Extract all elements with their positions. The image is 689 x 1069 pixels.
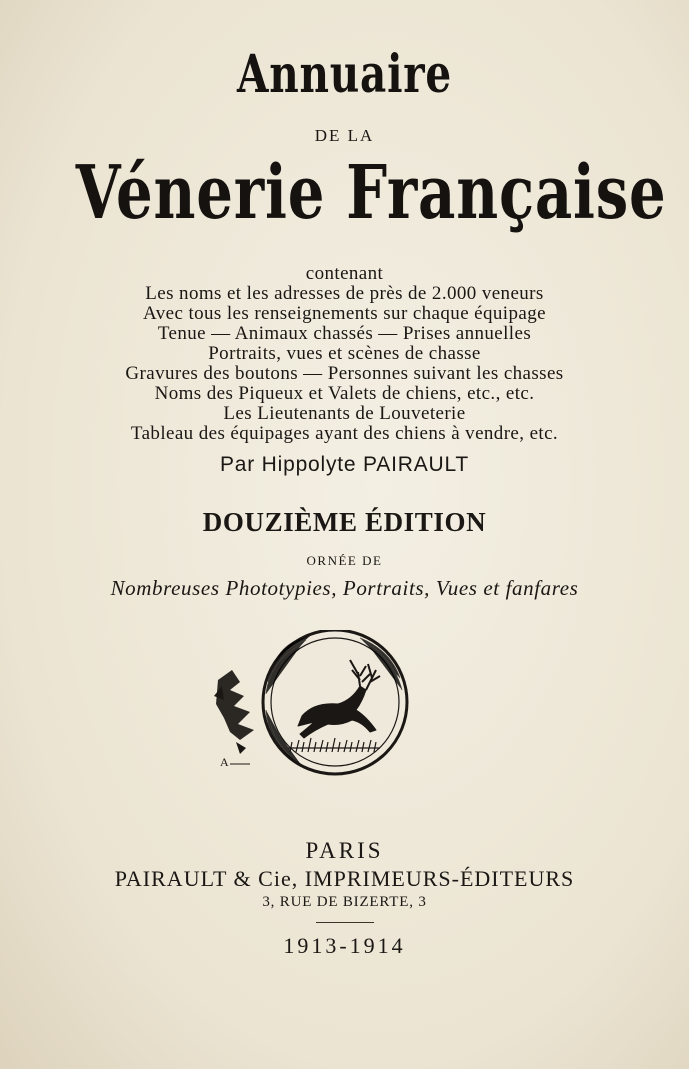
- description-line: Portraits, vues et scènes de chasse: [208, 343, 481, 364]
- imprint-address: 3, RUE DE BIZERTE, 3: [262, 894, 427, 910]
- description-line: Noms des Piqueux et Valets de chiens, etc., etc.: [154, 383, 535, 404]
- imprint-city: PARIS: [305, 838, 384, 863]
- imprint-publisher: PAIRAULT & Cie, IMPRIMEURS-ÉDITEURS: [114, 866, 575, 891]
- description-line: Avec tous les renseignements sur chaque équipage: [143, 303, 546, 324]
- title-venerie-francaise: Vénerie Française: [75, 150, 667, 236]
- author-line: Par Hippolyte PAIRAULT: [219, 453, 470, 476]
- stag-medallion-icon: [210, 630, 440, 800]
- divider: [316, 922, 374, 923]
- description-line: Les Lieutenants de Louveterie: [223, 403, 466, 424]
- description-intro: contenant: [305, 263, 384, 284]
- description-line: Les noms et les adresses de près de 2.000 veneurs: [145, 283, 544, 304]
- title-connector: DE LA: [314, 126, 375, 145]
- title-annuaire: Annuaire: [236, 44, 453, 105]
- description-line: Tableau des équipages ayant des chiens à vendre, etc.: [130, 423, 559, 444]
- description-line: Tenue — Animaux chassés — Prises annuelles: [157, 323, 532, 344]
- svg-text:A: A: [220, 755, 229, 769]
- imprint-years: 1913-1914: [283, 933, 406, 958]
- ornee-de: ORNÉE DE: [306, 553, 383, 568]
- description-line: Gravures des boutons — Personnes suivant les chasses: [125, 363, 564, 384]
- edition-heading: DOUZIÈME ÉDITION: [202, 507, 487, 537]
- illustrations-line: Nombreuses Phototypies, Portraits, Vues et fanfares: [110, 576, 579, 600]
